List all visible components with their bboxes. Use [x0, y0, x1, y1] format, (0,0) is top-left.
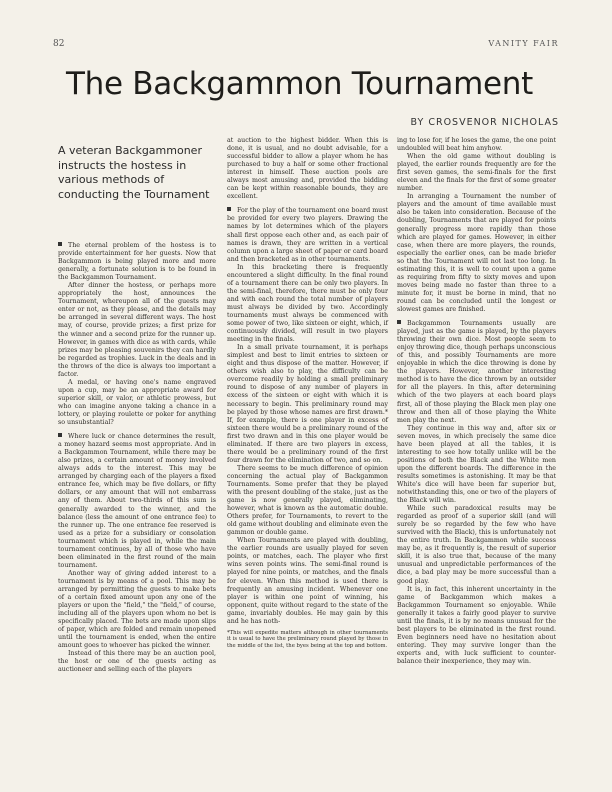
page-number: 82 — [53, 39, 65, 49]
paragraph: They continue in this way and, after six or seven moves, in which precisely the same dice have been played at all the tables, it is interesting to see how totally unlike will be the positions of both the Black and the White men upon the different boards. The difference in the results sometimes is astonishing. It may be that White's dice will have been far superior but, notwithstanding this, one or two of the players of the Black will win. — [397, 424, 556, 505]
paragraph: There seems to be much difference of opinion concerning the actual play of Backgammon Tournaments. Some prefer that they be played with the present doubling of the stake, just as the game is now generally played, eliminating, however, what is known as the automatic double. Others prefer, for Tournaments, to revert to the old game without doubling and eliminate even the gammon or double game. — [227, 464, 388, 537]
article-title: The Backgammon Tournament — [66, 66, 534, 102]
paragraph: ing to lose for, if he loses the game, the one point undoubled will beat him anyhow. — [397, 137, 556, 153]
paragraph: In a small private tournament, it is perhaps simplest and best to limit entries to sixteen or eight and thus dispose of the matter. However, if others wish also to play, the difficulty can be overcome readily by holding a small preliminary round to dispose of any number of players in excess of the sixteen or eight with which it is necessary to begin. This preliminary round may be played by those whose names are first drawn.* If, for example, there is one player in excess of sixteen there would be a preliminary round of the first two drawn and in this one player would be eliminated. If there are two players in excess, there would be a preliminary round of the first four drawn for the elimination of two, and so on. — [227, 344, 388, 464]
paragraph: For the play of the tournament one board must be provided for every two players. Drawing the names by lot determines which of the players shall first oppose each other and, as each pair of names is drawn, they are written in a vertical column upon a large sheet of paper or card board and then bracketed as in other tournaments. — [227, 207, 388, 263]
footnote: *This will expedite matters although in other tournaments it is usual to have the preliminary round played by those in the middle of the list, the byes being at the top and bottom. — [227, 629, 388, 649]
bullet-icon — [397, 320, 401, 324]
bullet-icon — [227, 207, 231, 211]
bullet-icon — [58, 433, 62, 437]
article-deck: A veteran Backgammoner instructs the hostess in various methods of conducting the Tournament — [58, 144, 210, 201]
paragraph: It is, in fact, this inherent uncertainty in the game of Backgammon which makes a Backgammon Tournament so enjoyable. While generally it takes a fairly good player to survive until the finals, it is by no means unusual for the best players to be eliminated in the first round. Even beginners need have no hesitation about entering. They may survive longer than the experts and, with luck sufficient to counter-balance their inexperience, they may win. — [397, 585, 556, 665]
paragraph: Another way of giving added interest to a tournament is by means of a pool. This may be arranged by permitting the guests to make bets of a certain fixed amount upon any one of the players or upon the "field," the "field," of course, including all of the players upon whom no bet is specifically placed. The bets are made upon slips of paper, which are folded and remain unopened until the tournament is ended, when the entire amount goes to whoever has picked the winner. — [58, 569, 216, 650]
paragraph: Instead of this there may be an auction pool, the host or one of the guests acting as auctioneer and selling each of the players — [58, 650, 216, 674]
paragraph: Backgammon Tournaments usually are played, just as the game is played, by the players throwing their own dice. Most people seem to enjoy throwing dice, though perhaps unconscious of this, and possibly Tournaments are more enjoyable in which the dice throwing is done by the players. However, another interesting method is to have the dice thrown by an outsider for all the players. In this, after determining which of the two players at each board plays first, all of those playing the Black men play one throw and then all of those playing the White men play the next. — [397, 320, 556, 424]
paragraph: A medal, or having one's name engraved upon a cup, may be an appropriate award for superior skill, or valor, or athletic prowess, but who can imagine anyone taking a chance in a lottery, or playing roulette or poker for anything so unsubstantial? — [58, 378, 216, 427]
paragraph: at auction to the highest bidder. When this is done, it is usual, and no doubt advisable, for a successful bidder to allow a player whom he has purchased to buy a half or some other fractional interest in himself. These auction pools are always most amusing and, provided the bidding can be kept within reasonable bounds, they are excellent. — [227, 137, 388, 201]
bullet-icon — [58, 242, 62, 246]
paragraph: While such paradoxical results may be regarded as proof of a superior skill (and will surely be so regarded by the few who have survived with the Black), this is unfortunately not the entire truth. In Backgammon while success may be, as it frequently is, the result of superior skill, it is also true that, because of the many unusual and unpredictable performances of the dice, a bad play may be more successful than a good play. — [397, 505, 556, 585]
column-3 — [397, 137, 556, 666]
magazine-name: VANITY FAIR — [488, 39, 559, 48]
paragraph: The eternal problem of the hostess is to provide entertainment for her guests. Now that Backgammon is being played more and more generally, a fortunate solution is to be found in the Backgammon Tournament. — [58, 242, 216, 282]
column-1 — [58, 242, 216, 674]
paragraph: When the old game without doubling is played, the earlier rounds frequently are for the first seven games, the semi-finals for the first eleven and the finals for the first of some greater number. — [397, 153, 556, 193]
column-2 — [227, 137, 388, 649]
paragraph: Where luck or chance determines the result, a money hazard seems most appropriate. And in a Backgammon Tournament, while there may be also prizes, a certain amount of money involved always adds to the interest. This may be arranged by charging each of the players a fixed entrance fee, which may be five dollars, or fifty dollars, or any amount that will not embarrass any of them. About two-thirds of this sum is generally awarded to the winner, and the balance (less the amount of one entrance fee) to the runner up. The one entrance fee reserved is used as a prize for a subsidiary or consolation tournament which is played in, while the main tournament continues, by all of those who have been eliminated in the first round of the main tournament. — [58, 433, 216, 569]
paragraph: After dinner the hostess, or perhaps more appropriately the host, announces the Tournament, whereupon all of the guests may enter or not, as they please, and the details may be arranged in several different ways. The host may, of course, provide prizes; a first prize for the winner and a second prize for the runner up. However, in games with dice as with cards, while prizes may be pleasing souvenirs they can hardly be regarded as trophies. Luck in the deals and in the throws of the dice is always too important a factor. — [58, 282, 216, 378]
paragraph: In arranging a Tournament the number of players and the amount of time available must also be taken into consideration. Because of the doubling, Tournaments that are played for points generally progress more rapidly than those which are played for games. However, in either case, when there are more players, the rounds, especially the earlier ones, can be made briefer so that the Tournament will not last too long. In estimating this, it is well to count upon a game as requiring from fifty to sixty moves and upon moves being made no faster than three to a minute for, it must be borne in mind, that no round can be concluded until the longest or slowest games are finished. — [397, 193, 556, 313]
byline: BY CROSVENOR NICHOLAS — [410, 117, 559, 128]
paragraph: When Tournaments are played with doubling, the earlier rounds are usually played for seven points, or matches, each. The player who first wins seven points wins. The semi-final round is played for nine points, or matches, and the finals for eleven. When this method is used there is frequently an amusing incident. Whenever one player is within one point of winning, his opponent, quite without regard to the state of the game, invariably doubles. He may gain by this and he has noth- — [227, 537, 388, 625]
paragraph: In this bracketing there is frequently encountered a slight difficulty. In the final round of a tournament there can be only two players. In the semi-final, therefore, there must be only four and with each round the total number of players must always be divided by two. Accordingly tournaments must always be commenced with some power of two, like sixteen or eight, which, if continuously divided, will result in two players meeting in the finals. — [227, 263, 388, 344]
